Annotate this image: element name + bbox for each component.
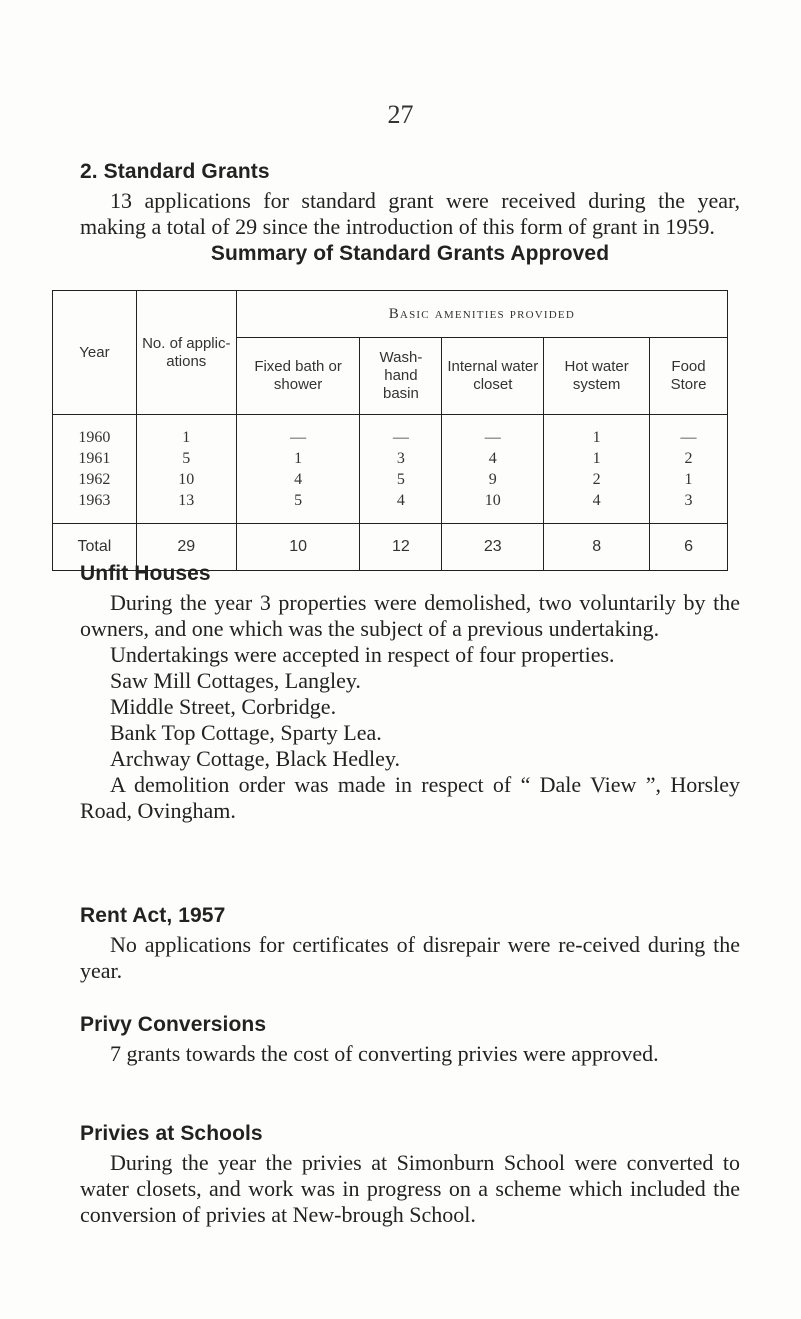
table-row [53, 415, 728, 449]
section-privy-conversions [80, 1013, 740, 1067]
table-cell: 1962 [53, 469, 137, 490]
heading-privies-schools: Privies at Schools [80, 1122, 263, 1145]
privies-schools-paragraph: During the year the privies at Simonburn School were converted to water closets, and work was in progress on a scheme which included the conversion of privies at New-brough School. [80, 1150, 740, 1227]
table-cell: 10 [136, 469, 236, 490]
table-cell: 2 [544, 469, 650, 490]
total-cell: 29 [136, 524, 236, 571]
table-cell: 1 [650, 469, 728, 490]
unfit-paragraph-2: Undertakings were accepted in respect of four properties. [110, 642, 615, 667]
table-cell: 4 [360, 490, 442, 524]
heading-unfit-houses: Unfit Houses [80, 562, 211, 585]
section-standard-grants [80, 160, 740, 266]
table-cell: 1960 [53, 415, 137, 449]
table-cell: 4 [442, 448, 544, 469]
heading-rent-act: Rent Act, 1957 [80, 904, 226, 927]
col-header-food-store: Food Store [650, 338, 728, 415]
table-cell: 5 [136, 448, 236, 469]
heading-standard-grants: 2. Standard Grants [80, 160, 270, 183]
table-cell: 1 [544, 415, 650, 449]
heading-privy-conversions: Privy Conversions [80, 1013, 267, 1036]
table-row [53, 490, 728, 524]
table-cell: 5 [360, 469, 442, 490]
total-cell: 10 [236, 524, 360, 571]
col-header-year: Year [53, 291, 137, 415]
table-cell: 4 [236, 469, 360, 490]
section-privies-schools [80, 1122, 740, 1228]
table-cell: — [442, 415, 544, 449]
total-cell: 23 [442, 524, 544, 571]
table-row [53, 469, 728, 490]
group-header-basic-amenities: Basic amenities provided [236, 291, 727, 338]
total-cell: 6 [650, 524, 728, 571]
standard-grants-paragraph: 13 applications for standard grant were received during the year, making a total of 29 since the introduction of this form of grant in 1959. [80, 188, 740, 239]
table-cell: 3 [360, 448, 442, 469]
page-number: 27 [387, 100, 414, 129]
table-cell: 1961 [53, 448, 137, 469]
table-cell: — [360, 415, 442, 449]
table-cell: 1 [236, 448, 360, 469]
col-header-applications: No. of applic-ations [136, 291, 236, 415]
table-row [53, 448, 728, 469]
table-cell: 5 [236, 490, 360, 524]
table-cell: 4 [544, 490, 650, 524]
rent-act-paragraph: No applications for certificates of disrepair were re-ceived during the year. [80, 932, 740, 983]
privy-conversions-paragraph: 7 grants towards the cost of converting privies were approved. [110, 1041, 659, 1066]
col-header-fixed-bath: Fixed bath or shower [236, 338, 360, 415]
table-cell: 2 [650, 448, 728, 469]
table-cell: 1 [544, 448, 650, 469]
total-cell: 8 [544, 524, 650, 571]
table-cell: 10 [442, 490, 544, 524]
col-header-wash-hand-basin: Wash-hand basin [360, 338, 442, 415]
property-item: Saw Mill Cottages, Langley. [110, 668, 361, 693]
section-unfit-houses [80, 562, 740, 824]
total-label: Total [53, 524, 137, 571]
property-item: Archway Cottage, Black Hedley. [110, 746, 400, 771]
unfit-paragraph-1: During the year 3 properties were demolished, two voluntarily by the owners, and one which was the subject of a previous undertaking. [80, 590, 740, 641]
table-cell: 3 [650, 490, 728, 524]
table-cell: — [236, 415, 360, 449]
col-header-internal-wc: Internal water closet [442, 338, 544, 415]
col-header-hot-water: Hot water system [544, 338, 650, 415]
table-title: Summary of Standard Grants Approved [210, 242, 610, 265]
total-cell: 12 [360, 524, 442, 571]
table-cell: — [650, 415, 728, 449]
table-cell: 1963 [53, 490, 137, 524]
table-cell: 13 [136, 490, 236, 524]
standard-grants-table [52, 290, 728, 571]
section-rent-act [80, 904, 740, 984]
property-item: Middle Street, Corbridge. [110, 694, 337, 719]
property-item: Bank Top Cottage, Sparty Lea. [110, 720, 382, 745]
table-cell: 1 [136, 415, 236, 449]
table-cell: 9 [442, 469, 544, 490]
unfit-paragraph-3: A demolition order was made in respect of “ Dale View ”, Horsley Road, Ovingham. [80, 772, 740, 823]
